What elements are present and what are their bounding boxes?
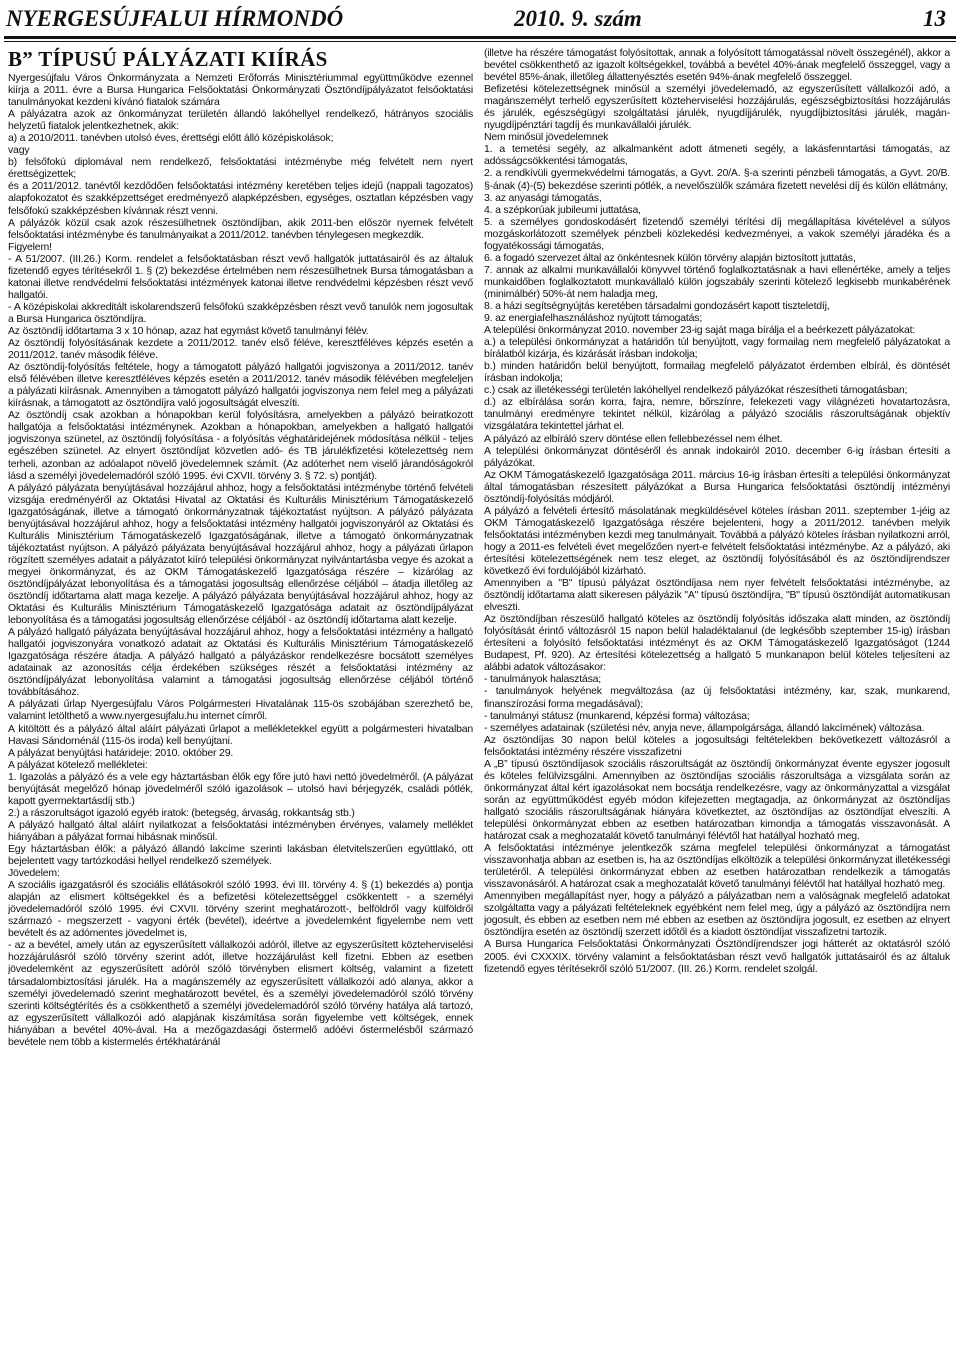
article-paragraph: Nem minősül jövedelemnek (484, 131, 609, 144)
article-paragraph: A pályázó hallgató pályázata benyújtásával hozzájárul ahhoz, hogy a felsőoktatási intézmény a hallgató hallgatói jogviszonyára vonatkozó adatait az Oktatási és Kulturális Minisztérium Támogatáskezelő Igazgatósága részére átadja. A pályázó hallgató a pályázáskor rendelkezésre bocsátott személyes adatainak az azonosítás célja érdekében szükséges részét a felsőoktatási intézmény az ösztöndíjpályázat lebonyolítása valamint a támogatási jogosultság ellenőrzése céljából történő továbbításához. (8, 626, 473, 699)
newspaper-name: NYERGESÚJFALUI HÍRMONDÓ (6, 6, 344, 31)
article-paragraph: 2. a rendkívüli gyermekvédelmi támogatás, a Gyvt. 20/A. §-a szerinti pénzbeli támogatás, a Gyvt. 20/B. §-ának (4)-(5) bekezdése szerinti pótlék, a nevelőszülők számára fizetett nevelési díj és külön ellátmány, (484, 167, 950, 192)
article-paragraph: A pályázó a felvételi értesítő másolatának megküldésével köteles írásban 2011. szeptember 1-jéig az OKM Támogatáskezelő Igazgatósága részére bejelenteni, hogy a 2011/2012. tanévben melyik felsőoktatási intézményben kezdi meg tanulmányait. Továbbá a pályázó köteles írásban nyilatkozni arról, hogy a 2011-es felvételi évet megelőzően nyert-e felvételt felsőoktatási intézménybe. Az a pályázó, aki értesítési kötelezettségének nem tesz eleget, az ösztöndíj folyósításából és az ösztöndíjrendszer következő évi fordulójából kizárható. (484, 504, 950, 578)
masthead (6, 4, 954, 34)
article-paragraph: A települési önkormányzat döntéséről és annak indokairól 2010. december 6-ig írásban értesíti a pályázókat. (484, 444, 950, 469)
article-paragraph: A „B” típusú ösztöndíjasok szociális rászorultságát az ösztöndíj önkormányzat évente egyszer jogosult és köteles felülvizsgálni. Amennyiben az ösztöndíjas szociális rászorultsága a vizsgálata során az önkormányzat által kért igazolásokat nem bocsátja rendelkezésre, vagy az önkormányzattal a vizsgálat során az együttműködést egyéb módon kifejezetten megtagadja, az önkormányzat az ösztöndíjas hallgató szociális rászorultságának hiányára következtet, az ösztöndíjas az ösztöndíjat elveszíti. A települési önkormányzat ebben az esetben határozatban kimondja a támogatás visszavonását. A határozat csak a meghozatalát követő tanulmányi félévtől hat hatállyal hozható meg. (484, 757, 950, 843)
article-paragraph: d.) az elbírálása során korra, fajra, nemre, bőrszínre, felekezeti vagy világnézeti hovatartozásra, tanulmányi eredményre tekintet nélkül, kizárólag a pályázó szociális rászorultságának objektív vizsgálatára tekintettel járhat el. (484, 396, 950, 433)
article-paragraph: - tanulmányok helyének megváltozása (az új felsőoktatási intézmény, kar, szak, munkarend, finanszírozási forma megadásával); (484, 685, 950, 710)
left-column (8, 47, 473, 1347)
article-paragraph: 5. a személyes gondoskodásért fizetendő személyi térítési díj megállapítása kivételével a súlyos mozgáskorlátozott személyek pénzbeli közlekedési kedvezményei, a vakok személyi járadéka és a fogyatékossági támogatás, (484, 215, 950, 252)
article-paragraph: 9. az energiafelhasználáshoz nyújtott támogatás; (484, 312, 703, 325)
article-paragraph: A Bursa Hungarica Felsőoktatási Önkormányzati Ösztöndíjrendszer jogi hátterét az oktatásról szóló 2005. évi CXXXIX. törvény valamint a felsőoktatásban részt vevő hallgatók juttatásairól és az általuk fizetendő egyes térítésekről szóló 51/2007. (III. 26.) Korm. rendelet szolgál. (484, 938, 950, 975)
article-paragraph: - az a bevétel, amely után az egyszerűsített vállalkozói adóról, illetve az egyszerűsített közteherviselési hozzájárulásról szóló törvény szerint adót, illetve hozzájárulást kell fizetni. Ebben az esetben jövedelemként az egyszerűsített adóról szóló törvényben elismert költség, valamint a fizetett társadalombiztosítási járulék. Ha a magánszemély az egyszerűsített vállalkozói adó alanya, akkor a személyi jövedelemadó szerint meghatározott bevétel, és a személyi jövedelemadóról szóló törvény szerinti költségtérítés és a csökkenthető a személyi jövedelemadóról szóló törvény hatálya alá tartozó, az egyszerűsített vállalkozói adó alapjának kiszámítása során figyelembe vett költségek, ennek hiányában a bevétel 40%-ával. Ha a mezőgazdasági őstermelő adóévi őstermelésből származó bevétele nem több a kistermelés értékhatáránál (8, 939, 473, 1048)
article-paragraph: A pályázók közül csak azok részesülhetnek ösztöndíjban, akik 2011-ben először nyernek felvételt felsőoktatási intézménybe és tanulmányaikat a 2011/2012. tanévben ténylegesen megkezdik. (8, 216, 473, 241)
article-paragraph: A pályázat kötelező mellékletei: (8, 758, 148, 771)
article-paragraph: A pályázó az elbíráló szerv döntése ellen fellebbezéssel nem élhet. (484, 432, 783, 445)
article-paragraph: 4. a szépkorúak jubileumi juttatása, (484, 203, 641, 216)
article-paragraph: Az ösztöndíjban részesülő hallgató köteles az ösztöndíj folyósítás időszaka alatt minden, az ösztöndíj folyósítását érintő változásról 15 napon belül haladéktalanul (de legkésőbb szeptember 15-ig) írásban értesíteni a folyósító felsőoktatási intézményt és az OKM Támogatáskezelő Igazgatóságot (1244 Budapest, Pf. 920). Az értesítési kötelezettség a hallgató 5 munkanapon belül köteles teljesíteni az alábbi adatok változásakor: (484, 613, 950, 674)
article-paragraph: Az ösztöndíj csak azokban a hónapokban kerül folyósításra, amelyekben a pályázó beiratkozott hallgatója a felsőoktatási intézménynek. Azokban a hónapokban, amelyekben a hallgató hallgatói jogviszonya szünetel, az ösztöndíj folyósítása - a folyósítás véghatáridejének módosítása nélkül - teljes egészében szünetel. Az elnyert ösztöndíjat közvetlen adó- és TB járulékfizetési kötelezettség nem terheli, azonban az adóalapot növelő jövedelemnek számít. (Az adóterhet nem viselő járandóságokról lásd a személyi jövedelemadóról szóló 1995. évi CXVII. törvény 3. § 72. s) pontját). (8, 409, 473, 482)
article-paragraph: 7. annak az alkalmi munkavállalói könyvvel történő foglalkoztatásnak a havi ellenértéke, amely a teljes munkaidőben foglalkoztatott munkavállaló külön jogszabály szerinti kötelező legkisebb munkabérének (minimálbér) 50%-át nem haladja meg, (484, 263, 950, 300)
article-paragraph: b) felsőfokú diplomával nem rendelkező, felsőoktatási intézménybe még felvételt nem nyert érettségizettek; (8, 156, 473, 181)
article-paragraph: 2.) a rászorultságot igazoló egyéb iratok: (betegség, árvaság, rokkantság stb.) (8, 806, 355, 819)
article-paragraph: a) a 2010/2011. tanévben utolsó éves, érettségi előtt álló középiskolások; (8, 132, 334, 145)
article-paragraph: 6. a fogadó szervezet által az önkéntesnek külön törvény alapján biztosított juttatás, (484, 251, 856, 264)
masthead-rule-thick (4, 36, 956, 39)
article-paragraph: - tanulmányok halasztása; (484, 673, 601, 686)
article-paragraph: 8. a házi segítségnyújtás keretében társadalmi gondozásért kapott tiszteletdíj, (484, 299, 830, 312)
article-paragraph: Amennyiben a "B" típusú pályázat ösztöndíjasa nem nyer felvételt felsőoktatási intézménybe, az ösztöndíj időtartama alatt sikeresen pályázik "A" típusú ösztöndíjra, "B" típusú ösztöndíját automatikusan elveszti. (484, 577, 950, 614)
article-paragraph: - személyes adatainak (születési név, anyja neve, állampolgársága, állandó lakcímének) változása. (484, 721, 925, 734)
article-paragraph: A pályázatra azok az önkormányzat területén állandó lakóhellyel rendelkező, hátrányos szociális helyzetű fiatalok jelentkezhetnek, akik: (8, 108, 473, 133)
page-number: 13 (923, 6, 946, 31)
article-paragraph: A felsőoktatási intézménye jelentkezők száma megfelel települési önkormányzat a támogatást visszavonhatja abban az esetben is, ha az ösztöndíjas elköltözik a települési önkormányzat illetékességi területéről. A települési önkormányzat ebben az esetben határozatban rendelkezik a támogatás visszavonásáról. A határozat csak a meghozatalát követő tanulmányi félévtől hat hatállyal hozható meg. (484, 842, 950, 891)
article-paragraph: - tanulmányi státusz (munkarend, képzési forma) változása; (484, 709, 750, 722)
article-paragraph: a.) a települési önkormányzat a határidőn túl benyújtott, vagy formailag nem megfelelő pályázatokat a bírálatból kizárja, és kizárását írásban indokolja; (484, 336, 950, 361)
article-paragraph: - A középiskolai akkreditált iskolarendszerű felsőfokú szakképzésben részt vevő tanulók nem jogosultak a Bursa Hungarica ösztöndíjra. (8, 300, 473, 325)
article-paragraph: - A 51/2007. (III.26.) Korm. rendelet a felsőoktatásban részt vevő hallgatók juttatásairól és az általuk fizetendő egyes térítésekről 1. § (2) bekezdése értelmében nem részesülhetnek Bursa támogatásban a katonai illetve rendvédelmi felsőoktatási intézmények katonai illetve rendvédelmi képzésben részt vevő hallgatói. (8, 252, 473, 301)
article-paragraph: 1. a temetési segély, az alkalmanként adott átmeneti segély, a lakásfenntartási támogatás, az adósságcsökkentési támogatás, (484, 143, 950, 168)
article-paragraph: Az OKM Támogatáskezelő Igazgatósága 2011. március 16-ig írásban értesíti a települési önkormányzat által támogatásban részesített pályázókat a Bursa Hungarica felsőoktatási ösztöndíj intézményi ösztöndíj-folyósítás módjáról. (484, 468, 950, 505)
article-paragraph: A szociális igazgatásról és szociális ellátásokról szóló 1993. évi III. törvény 4. § (1) bekezdés a) pontja alapján az elismert költségekkel és a befizetési kötelezettséggel csökkentett - a személyi jövedelemadóról szóló 1995. évi CXVII. törvény szerint meghatározott-, belföldről vagy külföldről származó - megszerzett - vagyoni érték (bevétel), ideértve a jövedelemként figyelembe nem vett bevételt és az adómentes jövedelmet is, (8, 879, 473, 940)
article-paragraph: Az ösztöndíjas 30 napon belül köteles a jogosultsági feltételekben bekövetkezett változásról a felsőoktatási intézmény részére visszafizetni (484, 733, 950, 758)
article-paragraph: Az ösztöndíj időtartama 3 x 10 hónap, azaz hat egymást követő tanulmányi félév. (8, 324, 369, 337)
article-paragraph: A pályázó pályázata benyújtásával hozzájárul ahhoz, hogy a felsőoktatási intézménybe történő felvételi vizsgája eredményéről az Oktatási Hivatal az Oktatási és Kulturális Minisztérium Támogatáskezelő Igazgatóságának, illetve a támogató önkormányzatnak tájékoztatást nyújtson. A pályázó pályázata benyújtásával hozzájárul ahhoz, hogy a felsőoktatási intézmény hallgatói jogviszonyáról az Oktatási és Kulturális Minisztérium Támogatáskezelő Igazgatóságának, illetve a támogató önkormányzatnak tájékoztatást nyújtson. A pályázó pályázata benyújtásával hozzájárul ahhoz, hogy a pályázati űrlapon rögzített személyes adatait a pályázatot kiíró települési önkormányzat nyilvántartásba vegye és azokat a megyei önkormányzat, és az OKM Támogatáskezelő Igazgatósága részére – kizárólag az ösztöndíjpályázat lebonyolítása és a támogatási jogosultság ellenőrzése céljából – átadja illetőleg az ösztöndíj időtartama alatt maga kezelje. A pályázó pályázata benyújtásával hozzájárul ahhoz, hogy az Oktatási és Kulturális Minisztérium Támogatáskezelő Igazgatósága adatait az ösztöndíjpályázat lebonyolítása és a támogatási jogosultság ellenőrzése céljából - az ösztöndíj időtartama alatt kezelje. (8, 481, 473, 627)
article-paragraph: 3. az anyasági támogatás, (484, 191, 602, 204)
article-paragraph: Befizetési kötelezettségnek minősül a személyi jövedelemadó, az egyszerűsített vállalkozói adó, a magánszemélyt terhelő egyszerűsített közteherviselési hozzájárulás, egészségbiztosítási hozzájárulás és járulék, egészségügyi szolgáltatási járulék, nyugdíjjárulék, nyugdíjbiztosítási járulék, magán-nyugdíjpénztári tagdíj és munkavállalói járulék. (484, 83, 950, 132)
article-paragraph: A pályázati űrlap Nyergesújfalu Város Polgármesteri Hivatalának 115-ös szobájában szerezhető be, valamint letölthető a www.nyergesujfalu.hu internet címről. (8, 698, 473, 723)
article-paragraph: A pályázó hallgató által aláírt nyilatkozat a felsőoktatási intézményben érvényes, valamely melléklet hiányában a pályázat formai hibásnak minősül. (8, 818, 473, 843)
article-paragraph: A kitöltött és a pályázó által aláírt pályázati űrlapot a mellékletekkel együtt a polgármesteri hivatalban Havasi Sándornénál (115-ös iroda) kell benyújtani. (8, 722, 473, 747)
article-paragraph: Egy háztartásban élők: a pályázó állandó lakcíme szerinti lakásban életvitelszerűen együttlakó, ott bejelentett vagy tartózkodási hellyel rendelkező személyek. (8, 843, 473, 868)
article-title: B” TÍPUSÚ PÁLYÁZATI KIÍRÁS (8, 47, 328, 71)
article-paragraph: Az ösztöndíj folyósításának kezdete a 2011/2012. tanév első féléve, keresztféléves képzés esetén a 2011/2012. tanév második féléve. (8, 337, 473, 362)
article-paragraph: Amennyiben megállapítást nyer, hogy a pályázó a pályázatban nem a valóságnak megfelelő adatokat szolgáltatta vagy a pályázati feltételeknek egyébként nem felel meg, úgy a pályázó az ösztöndíjra nem jogosult, és ebben az esetben nem mé ebben az esetben az ösztöndíjra jogosult, ez esetben az elnyert ösztöndíjra esetén az ösztöndíj szerzett időtől és a kiadott ösztöndíjat visszafizetni tartozik. (484, 890, 950, 939)
article-paragraph: 1. Igazolás a pályázó és a vele egy háztartásban élők egy főre jutó havi nettó jövedelméről. (A pályázat benyújtását megelőző hónap jövedelméről szóló igazolások – utolsó havi bérjegyzék, családi pótlék, kapott gyermektartásdíj stb.) (8, 770, 473, 807)
article-paragraph: A települési önkormányzat 2010. november 23-ig saját maga bírálja el a beérkezett pályázatokat: (484, 324, 916, 337)
article-paragraph: és a 2011/2012. tanévtől kezdődően felsőoktatási intézmény keretében teljes idejű (nappali tagozatos) alapfokozatot és szakképzettséget eredményező alapképzésben, egységes, osztatlan képzésben vagy felsőfokú szakképzésben kívánnak részt venni. (8, 180, 473, 217)
article-paragraph: Figyelem! (8, 240, 52, 253)
article-paragraph: Az ösztöndíj-folyósítás feltétele, hogy a támogatott pályázó hallgatói jogviszonya a 2011/2012. tanév első félévében illetve keresztféléves képzés esetén a 2011/2012. tanév második félévében megfeleljen a pályázati kiírásnak. Amennyiben a támogatott pályázó hallgatói jogviszonya nem felel meg a pályázati kiírásnak, a támogatott az ösztöndíjra való jogosultságát elveszíti. (8, 361, 473, 410)
article-paragraph: b.) minden határidőn belül benyújtott, formailag megfelelő pályázatot érdemben elbírál, és döntését írásban indokolja; (484, 360, 950, 385)
article-paragraph: A pályázat benyújtási határideje: 2010. október 29. (8, 746, 234, 759)
article-paragraph: vagy (8, 144, 30, 157)
right-column (484, 47, 950, 1347)
masthead-rule-thin (4, 41, 956, 42)
article-paragraph: Jövedelem: (8, 867, 60, 880)
article-paragraph: (illetve ha részére támogatást folyósítottak, annak a folyósított támogatással növelt összegénél), akkor a bevétel csökkenthető az igazolt költségekkel, továbbá a bevétel 40%-ának megfelelő összeggel, vagy a bevétel 85%-ának, illetőleg állattenyésztés esetén 94%-ának megfelelő összeggel. (484, 47, 950, 84)
article-paragraph: c.) csak az illetékességi területén lakóhellyel rendelkező pályázókat részesítheti támogatásban; (484, 384, 908, 397)
article-paragraph: Nyergesújfalu Város Önkormányzata a Nemzeti Erőforrás Minisztériummal együttműködve ezennel kiírja a 2011. évre a Bursa Hungarica Felsőoktatási Önkormányzati Ösztöndíjpályázatot felsőoktatási tanulmányokat kezdeni kívánó fiatalok számára (8, 72, 473, 109)
issue-date: 2010. 9. szám (514, 6, 642, 31)
